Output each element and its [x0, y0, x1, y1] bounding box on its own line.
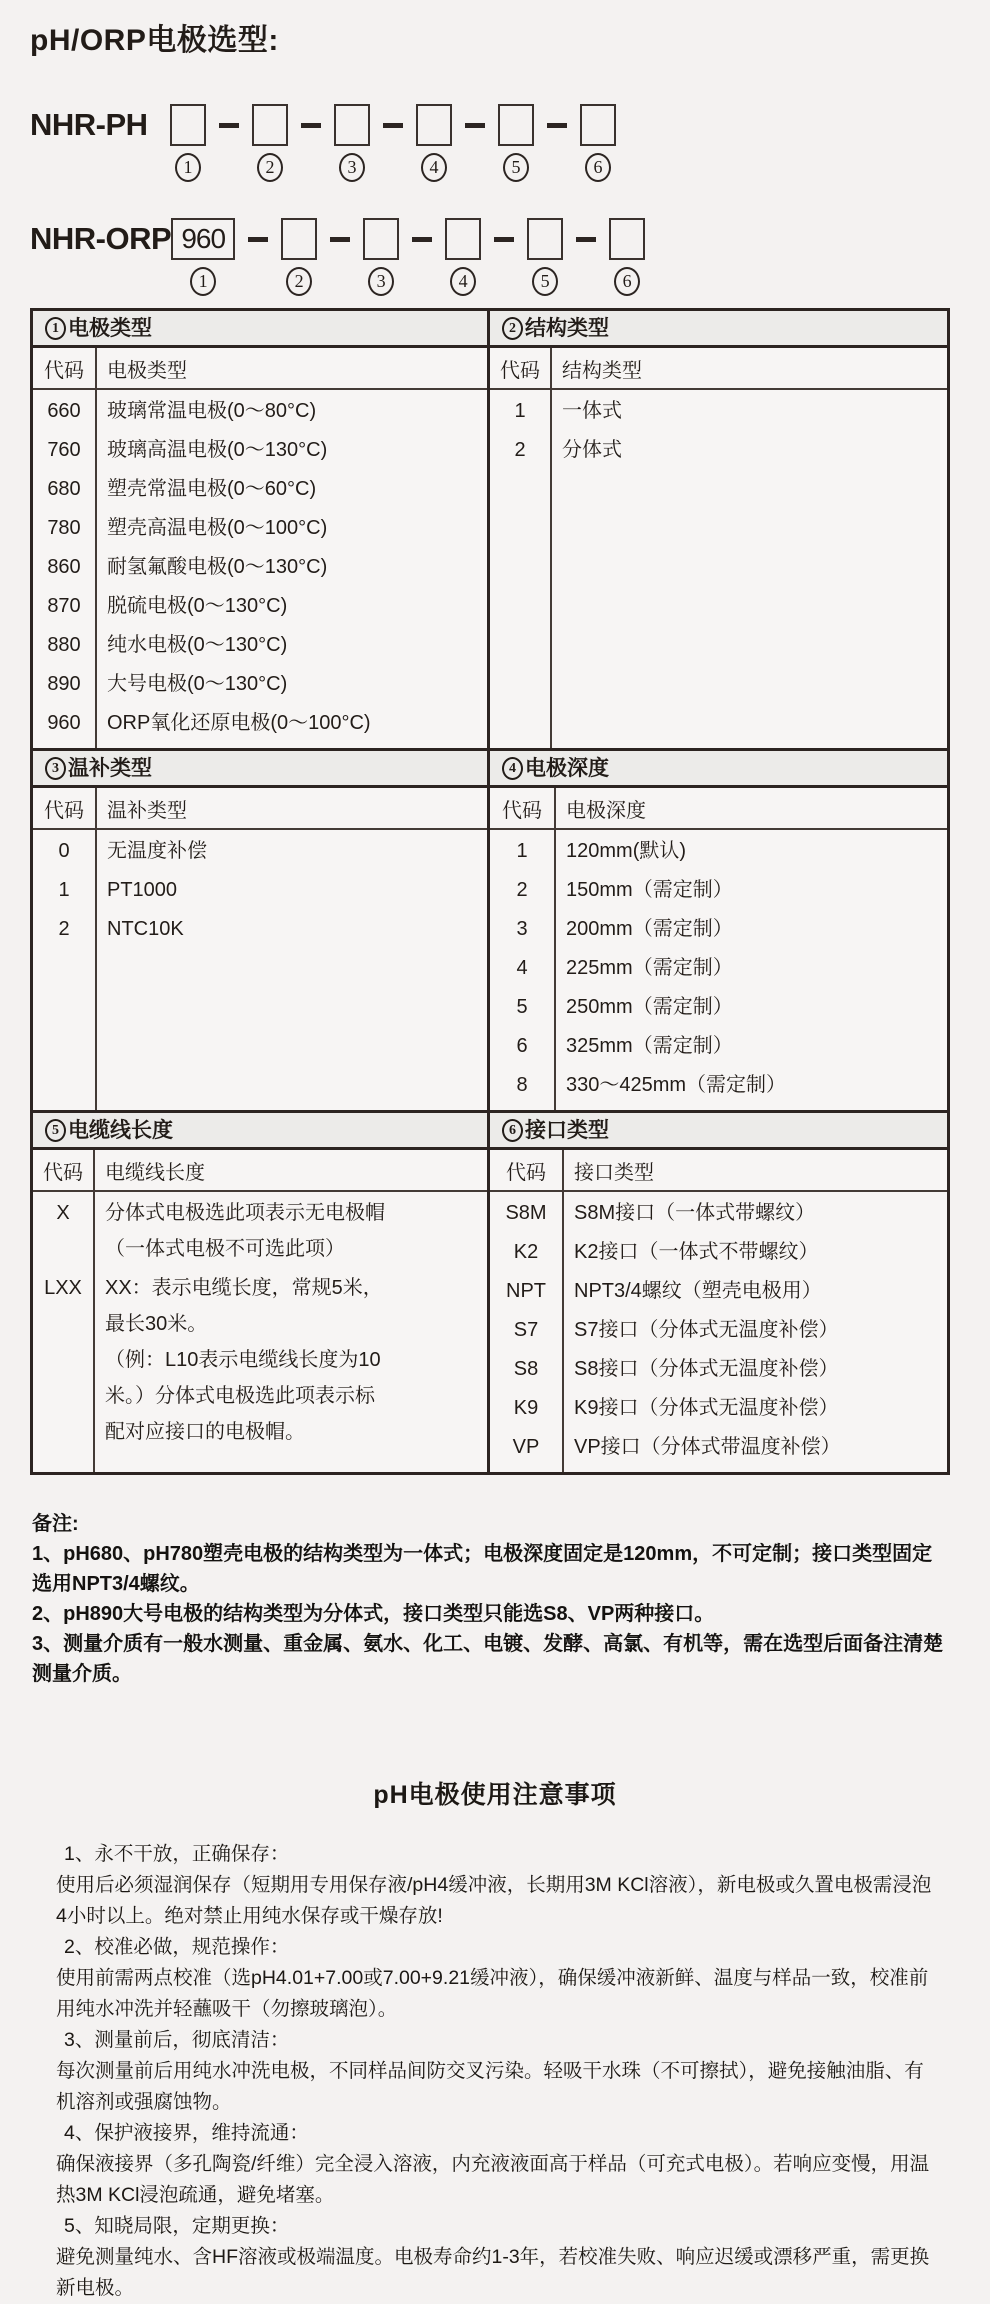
- row-code: 8: [490, 1064, 556, 1103]
- text-line: XX：表示电缆长度，常规5米，: [105, 1277, 383, 1299]
- circled-number: 5: [45, 1119, 66, 1142]
- code-slot: [498, 104, 534, 182]
- code-box: 960: [171, 218, 235, 260]
- code-slot: [252, 104, 288, 182]
- column-headers: [33, 348, 487, 390]
- circled-number: 2: [257, 153, 283, 182]
- text-line: NPT3/4螺纹（塑壳电极用）: [574, 1280, 822, 1302]
- column-headers: [490, 348, 947, 390]
- row-text: [97, 663, 487, 702]
- type-column-header: 电极深度: [566, 800, 646, 822]
- text-line: K2接口（一体式不带螺纹）: [574, 1241, 819, 1263]
- dash-separator-icon: [399, 218, 445, 242]
- column-headers: [33, 1150, 487, 1192]
- code-slots: [170, 104, 616, 182]
- code-slot: [363, 218, 399, 296]
- remark-item: 2、pH890大号电极的结构类型为分体式，接口类型只能选S8、VP两种接口。: [32, 1603, 715, 1625]
- text-line: （一体式电极不可选此项）: [105, 1238, 345, 1260]
- text-line: S8M接口（一体式带螺纹）: [574, 1202, 816, 1224]
- selection-tables: [30, 308, 950, 1475]
- code-slot: [281, 218, 317, 296]
- row-code: 3: [490, 908, 556, 947]
- code-column-filler: [33, 741, 97, 748]
- row-text: [95, 1267, 487, 1450]
- circled-number: 3: [368, 267, 394, 296]
- row-code: VP: [490, 1426, 564, 1465]
- panel-title-text: 电极深度: [525, 757, 609, 780]
- code-box: [580, 104, 616, 146]
- text-line: S7接口（分体式无温度补偿）: [574, 1319, 839, 1341]
- text-column-filler: [564, 1465, 947, 1472]
- page-title: pH/ORP电极选型:: [30, 24, 279, 57]
- circled-number: 5: [503, 153, 529, 182]
- row-text: [552, 390, 947, 429]
- notice-item-heading: 1、永不干放，正确保存：: [64, 1843, 290, 1865]
- row-text: [97, 507, 487, 546]
- row-text: [564, 1192, 947, 1231]
- panel-title: [490, 1113, 947, 1150]
- dash-bar: [576, 237, 596, 242]
- row-code: S8M: [490, 1192, 564, 1231]
- panel-rows: [490, 830, 947, 1110]
- row-code: LXX: [33, 1267, 95, 1450]
- dash-separator-icon: [452, 104, 498, 128]
- text-column-filler: [97, 947, 487, 1110]
- code-slot: [445, 218, 481, 296]
- text-line: K9接口（分体式无温度补偿）: [574, 1397, 839, 1419]
- panel-title-text: 接口类型: [525, 1119, 609, 1142]
- notice-item-body: 每次测量前后用纯水冲洗电极，不同样品间防交叉污染。轻吸干水珠（不可擦拭），避免接触油脂、有机溶剂或强腐蚀物。: [56, 2060, 924, 2113]
- dash-bar: [494, 237, 514, 242]
- code-slot: [171, 218, 235, 296]
- code-box: [445, 218, 481, 260]
- row-text: [564, 1270, 947, 1309]
- row-code: 6: [490, 1025, 556, 1064]
- text-line: 玻璃高温电极(0～130°C): [107, 439, 328, 461]
- text-column-filler: [552, 468, 947, 748]
- panel-title: [33, 751, 487, 788]
- usage-notice-section: [0, 1775, 990, 2304]
- dash-separator-icon: [534, 104, 580, 128]
- row-code: 1: [33, 869, 97, 908]
- text-line: ORP氧化还原电极(0～100°C): [107, 712, 371, 734]
- code-column-filler: [490, 468, 552, 748]
- code-slot: [334, 104, 370, 182]
- code-box: [363, 218, 399, 260]
- text-line: 225mm（需定制）: [566, 957, 733, 979]
- row-text: [564, 1231, 947, 1270]
- text-line: 325mm（需定制）: [566, 1035, 733, 1057]
- dash-bar: [248, 237, 268, 242]
- code-column-header: 代码: [490, 788, 556, 828]
- dash-bar: [547, 123, 567, 128]
- code-column-header: 代码: [33, 1150, 95, 1190]
- circled-number: 4: [502, 757, 523, 780]
- row-code: 1: [490, 390, 552, 429]
- dash-bar: [465, 123, 485, 128]
- notice-item-heading: 5、知晓局限，定期更换：: [64, 2215, 290, 2237]
- circled-number: 1: [190, 267, 216, 296]
- code-column-filler: [490, 1465, 564, 1472]
- table-panel: [487, 1113, 947, 1472]
- row-text: [97, 624, 487, 663]
- code-column-header: 代码: [490, 348, 552, 388]
- model-prefix: NHR-ORP: [30, 221, 172, 256]
- code-box: [609, 218, 645, 260]
- code-column-header: 代码: [33, 788, 97, 828]
- text-line: 分体式电极选此项表示无电极帽: [105, 1202, 385, 1224]
- dash-bar: [330, 237, 350, 242]
- circled-number: 1: [175, 153, 201, 182]
- notice-title: pH电极使用注意事项: [373, 1781, 617, 1809]
- panel-title-text: 结构类型: [525, 317, 609, 340]
- text-line: VP接口（分体式带温度补偿）: [574, 1436, 841, 1458]
- table-panel: [33, 1113, 487, 1472]
- circled-number: 2: [286, 267, 312, 296]
- code-slots: [171, 218, 645, 296]
- row-text: [552, 429, 947, 468]
- text-line: 无温度补偿: [107, 840, 207, 862]
- text-line: 塑壳常温电极(0～60°C): [107, 478, 317, 500]
- row-code: 2: [490, 429, 552, 468]
- type-column-header: 接口类型: [574, 1162, 654, 1184]
- text-line: 配对应接口的电极帽。: [105, 1421, 305, 1443]
- text-line: 330～425mm（需定制）: [566, 1074, 787, 1096]
- panel-title-text: 电缆线长度: [68, 1119, 173, 1142]
- panel-rows: [490, 390, 947, 748]
- code-box: [281, 218, 317, 260]
- text-line: 大号电极(0～130°C): [107, 673, 288, 695]
- row-code: 680: [33, 468, 97, 507]
- circled-number: 5: [532, 267, 558, 296]
- row-text: [97, 390, 487, 429]
- table-block: [30, 748, 950, 1113]
- circled-number: 3: [339, 153, 365, 182]
- row-text: [556, 908, 947, 947]
- row-code: 760: [33, 429, 97, 468]
- row-code: 890: [33, 663, 97, 702]
- type-column-header: 温补类型: [107, 800, 187, 822]
- circled-number: 4: [421, 153, 447, 182]
- text-column-filler: [556, 1103, 947, 1110]
- dash-separator-icon: [288, 104, 334, 128]
- row-text: [556, 869, 947, 908]
- panel-rows: [33, 1192, 487, 1472]
- row-code: 5: [490, 986, 556, 1025]
- row-code: 2: [490, 869, 556, 908]
- circled-number: 6: [585, 153, 611, 182]
- model-prefix: NHR-PH: [30, 107, 148, 142]
- row-code: 860: [33, 546, 97, 585]
- code-box: [170, 104, 206, 146]
- remark-item: 1、pH680、pH780塑壳电极的结构类型为一体式；电极深度固定是120mm，不可定制；接口类型固定选用NPT3/4螺纹。: [32, 1543, 933, 1595]
- circled-number: 6: [502, 1119, 523, 1142]
- circled-number: 2: [502, 317, 523, 340]
- code-slot: [527, 218, 563, 296]
- code-slot: [609, 218, 645, 296]
- table-block: [30, 308, 950, 751]
- code-box: [334, 104, 370, 146]
- text-line: 120mm(默认): [566, 840, 687, 862]
- notice-item-body: 使用前需两点校准（选pH4.01+7.00或7.00+9.21缓冲液），确保缓冲液新鲜、温度与样品一致，校准前用纯水冲洗并轻蘸吸干（勿擦玻璃泡）。: [56, 1967, 929, 2020]
- row-text: [564, 1348, 947, 1387]
- row-code: S8: [490, 1348, 564, 1387]
- dash-separator-icon: [370, 104, 416, 128]
- panel-title-text: 温补类型: [68, 757, 152, 780]
- panel-title: [490, 751, 947, 788]
- text-line: 耐氢氟酸电极(0～130°C): [107, 556, 328, 578]
- code-slot: [170, 104, 206, 182]
- dash-separator-icon: [481, 218, 527, 242]
- circled-number: 4: [450, 267, 476, 296]
- row-text: [97, 702, 487, 741]
- column-headers: [490, 788, 947, 830]
- dash-separator-icon: [317, 218, 363, 242]
- row-code: 880: [33, 624, 97, 663]
- row-code: 4: [490, 947, 556, 986]
- row-text: [95, 1192, 487, 1267]
- row-text: [556, 1025, 947, 1064]
- row-text: [564, 1387, 947, 1426]
- text-line: 脱硫电极(0～130°C): [107, 595, 288, 617]
- code-box: [416, 104, 452, 146]
- table-block: [30, 1110, 950, 1475]
- table-panel: [33, 751, 487, 1110]
- row-code: 780: [33, 507, 97, 546]
- circled-number: 6: [614, 267, 640, 296]
- type-column-header: 结构类型: [562, 360, 642, 382]
- notice-item-heading: 3、测量前后，彻底清洁：: [64, 2029, 290, 2051]
- notice-item-body: 确保液接界（多孔陶瓷/纤维）完全浸入溶液，内充液液面高于样品（可充式电极）。若响应变慢，用温热3M KCl浸泡疏通，避免堵塞。: [56, 2153, 930, 2206]
- circled-number: 1: [45, 317, 66, 340]
- text-line: 玻璃常温电极(0～80°C): [107, 400, 317, 422]
- panel-title-text: 电极类型: [68, 317, 152, 340]
- dash-bar: [301, 123, 321, 128]
- row-text: [97, 585, 487, 624]
- code-column-header: 代码: [490, 1150, 564, 1190]
- type-column-header: 电缆线长度: [105, 1162, 205, 1184]
- text-line: 纯水电极(0～130°C): [107, 634, 288, 656]
- column-headers: [490, 1150, 947, 1192]
- column-headers: [33, 788, 487, 830]
- dash-bar: [412, 237, 432, 242]
- row-text: [556, 1064, 947, 1103]
- row-code: S7: [490, 1309, 564, 1348]
- text-line: S8接口（分体式无温度补偿）: [574, 1358, 839, 1380]
- panel-rows: [33, 830, 487, 1110]
- row-text: [97, 546, 487, 585]
- code-box: [527, 218, 563, 260]
- circled-number: 3: [45, 757, 66, 780]
- row-text: [97, 830, 487, 869]
- text-line: 最长30米。: [105, 1313, 208, 1335]
- model-code-row: [30, 218, 990, 296]
- row-code: 870: [33, 585, 97, 624]
- row-text: [556, 947, 947, 986]
- code-slot: [580, 104, 616, 182]
- text-line: 一体式: [562, 400, 622, 422]
- dash-separator-icon: [206, 104, 252, 128]
- remark-item: 3、测量介质有一般水测量、重金属、氨水、化工、电镀、发酵、高氯、有机等，需在选型后面备注清楚测量介质。: [32, 1633, 944, 1685]
- model-code-row: [30, 104, 990, 182]
- row-code: K2: [490, 1231, 564, 1270]
- table-panel: [33, 311, 487, 748]
- code-slot: [416, 104, 452, 182]
- code-column-filler: [490, 1103, 556, 1110]
- panel-title: [33, 311, 487, 348]
- row-code: 1: [490, 830, 556, 869]
- table-panel: [487, 751, 947, 1110]
- dash-bar: [219, 123, 239, 128]
- remarks-list: [32, 1539, 952, 1689]
- row-text: [564, 1309, 947, 1348]
- row-text: [97, 869, 487, 908]
- notice-item-heading: 2、校准必做，规范操作：: [64, 1936, 290, 1958]
- model-code-diagrams: [0, 104, 990, 296]
- text-line: 150mm（需定制）: [566, 879, 733, 901]
- text-line: 200mm（需定制）: [566, 918, 733, 940]
- code-column-filler: [33, 1450, 95, 1472]
- text-column-filler: [97, 741, 487, 748]
- notice-list: [56, 1839, 942, 2304]
- text-line: 米。）分体式电极选此项表示标: [105, 1385, 375, 1407]
- panel-rows: [490, 1192, 947, 1472]
- table-panel: [487, 311, 947, 748]
- text-line: 250mm（需定制）: [566, 996, 733, 1018]
- row-text: [564, 1426, 947, 1465]
- panel-title: [33, 1113, 487, 1150]
- notice-item-heading: 4、保护液接界，维持流通：: [64, 2122, 309, 2144]
- dash-separator-icon: [235, 218, 281, 242]
- row-text: [556, 830, 947, 869]
- row-text: [556, 986, 947, 1025]
- row-code: 0: [33, 830, 97, 869]
- text-column-filler: [95, 1450, 487, 1472]
- panel-title: [490, 311, 947, 348]
- row-code: K9: [490, 1387, 564, 1426]
- dash-separator-icon: [563, 218, 609, 242]
- row-code: NPT: [490, 1270, 564, 1309]
- row-code: X: [33, 1192, 95, 1267]
- text-line: NTC10K: [107, 918, 184, 940]
- row-text: [97, 429, 487, 468]
- panel-rows: [33, 390, 487, 748]
- notice-item-body: 避免测量纯水、含HF溶液或极端温度。电极寿命约1-3年，若校准失败、响应迟缓或漂移严重，需更换新电极。: [56, 2246, 930, 2299]
- remarks-title: 备注:: [32, 1513, 79, 1535]
- code-box: [498, 104, 534, 146]
- remarks-section: [32, 1509, 952, 1689]
- row-code: 660: [33, 390, 97, 429]
- row-text: [97, 468, 487, 507]
- text-line: 塑壳高温电极(0～100°C): [107, 517, 328, 539]
- code-column-header: 代码: [33, 348, 97, 388]
- text-line: （例：L10表示电缆线长度为10: [105, 1349, 381, 1371]
- dash-bar: [383, 123, 403, 128]
- type-column-header: 电极类型: [107, 360, 187, 382]
- code-column-filler: [33, 947, 97, 1110]
- notice-item-body: 使用后必须湿润保存（短期用专用保存液/pH4缓冲液，长期用3M KCl溶液），新电极或久置电极需浸泡4小时以上。绝对禁止用纯水保存或干燥存放!: [56, 1874, 932, 1927]
- text-line: PT1000: [107, 879, 178, 901]
- text-line: 分体式: [562, 439, 622, 461]
- row-text: [97, 908, 487, 947]
- code-box: [252, 104, 288, 146]
- row-code: 960: [33, 702, 97, 741]
- row-code: 2: [33, 908, 97, 947]
